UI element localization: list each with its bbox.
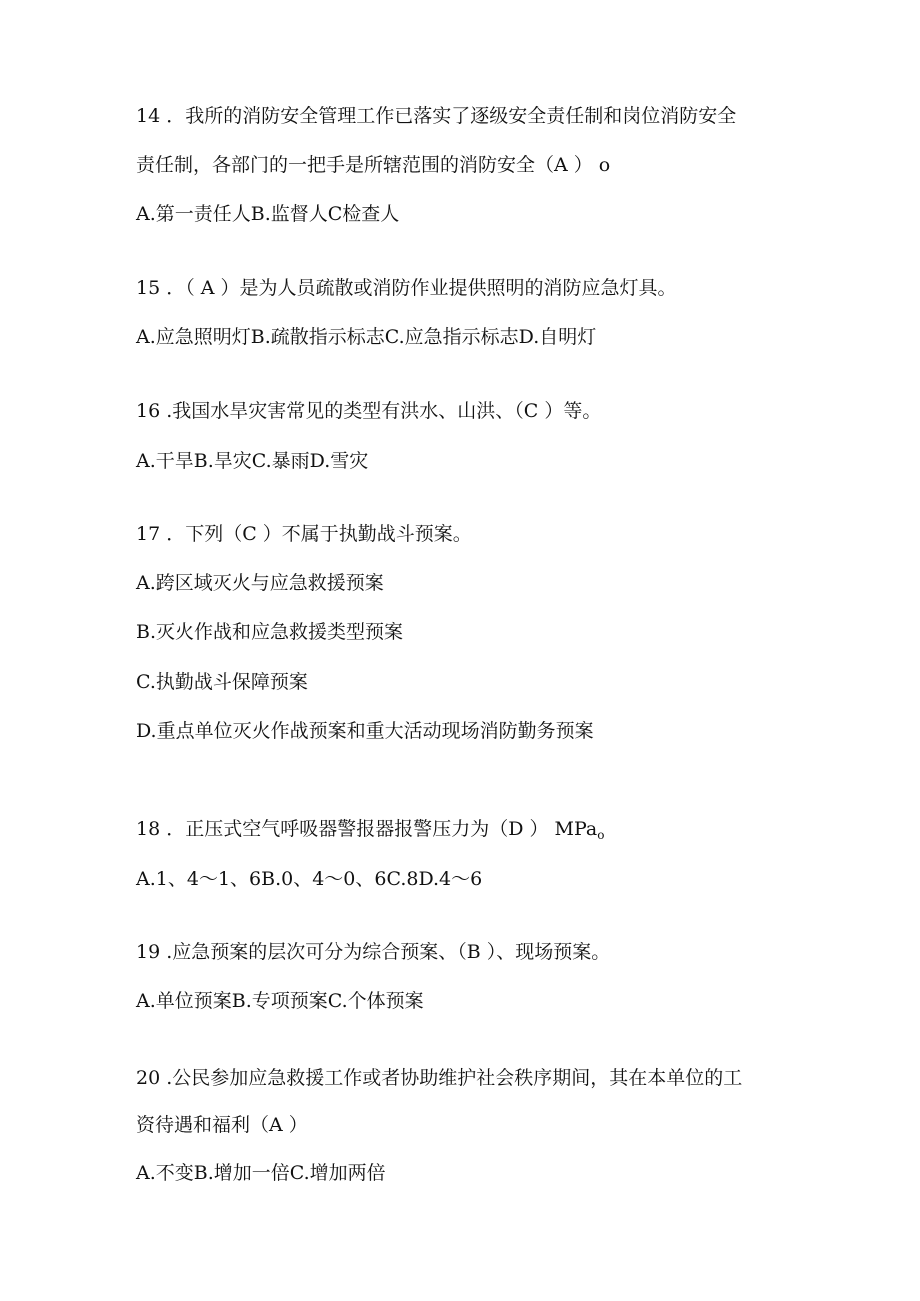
question-text-main: 18 ．正压式空气呼吸器警报器报警压力为（D ） MPa bbox=[136, 818, 598, 840]
question-text: 19 .应急预案的层次可分为综合预案、（B ）、现场预案。 bbox=[136, 941, 611, 963]
answer-option: A.不变B.增加一倍C.增加两倍 bbox=[136, 1162, 386, 1184]
question-text: 16 .我国水旱灾害常见的类型有洪水、山洪、（C ）等。 bbox=[136, 400, 602, 422]
answer-option: A.跨区域灭火与应急救援预案 bbox=[136, 572, 384, 594]
answer-option: A.单位预案B.专项预案C.个体预案 bbox=[136, 990, 424, 1012]
question-text: 资待遇和福利（A ） bbox=[136, 1114, 308, 1136]
question-text: 14 ．我所的消防安全管理工作已落实了逐级安全责任制和岗位消防安全 bbox=[136, 105, 737, 127]
answer-option: A.应急照明灯B.疏散指示标志C.应急指示标志D.自明灯 bbox=[136, 326, 597, 348]
question-text bbox=[136, 817, 604, 847]
answer-option: A.第一责任人B.监督人C检查人 bbox=[136, 203, 400, 225]
question-text: 20 .公民参加应急救援工作或者协助维护社会秩序期间，其在本单位的工 bbox=[136, 1067, 743, 1089]
answer-option: D.重点单位灭火作战预案和重大活动现场消防勤务预案 bbox=[136, 720, 594, 742]
answer-option: A.1、4～1、6B.0、4～0、6C.8D.4～6 bbox=[136, 868, 483, 890]
answer-option: A.干旱B.旱灾C.暴雨D.雪灾 bbox=[136, 450, 369, 472]
answer-option: C.执勤战斗保障预案 bbox=[136, 671, 308, 693]
question-text: 17 ．下列（C ）不属于执勤战斗预案。 bbox=[136, 523, 472, 545]
question-text: 责任制，各部门的一把手是所辖范围的消防安全（A ） o bbox=[136, 154, 611, 176]
answer-option: B.灭火作战和应急救援类型预案 bbox=[136, 621, 404, 643]
question-text: 15 ．（ A ）是为人员疏散或消防作业提供照明的消防应急灯具。 bbox=[136, 277, 677, 299]
unit-subscript: o bbox=[597, 828, 605, 842]
